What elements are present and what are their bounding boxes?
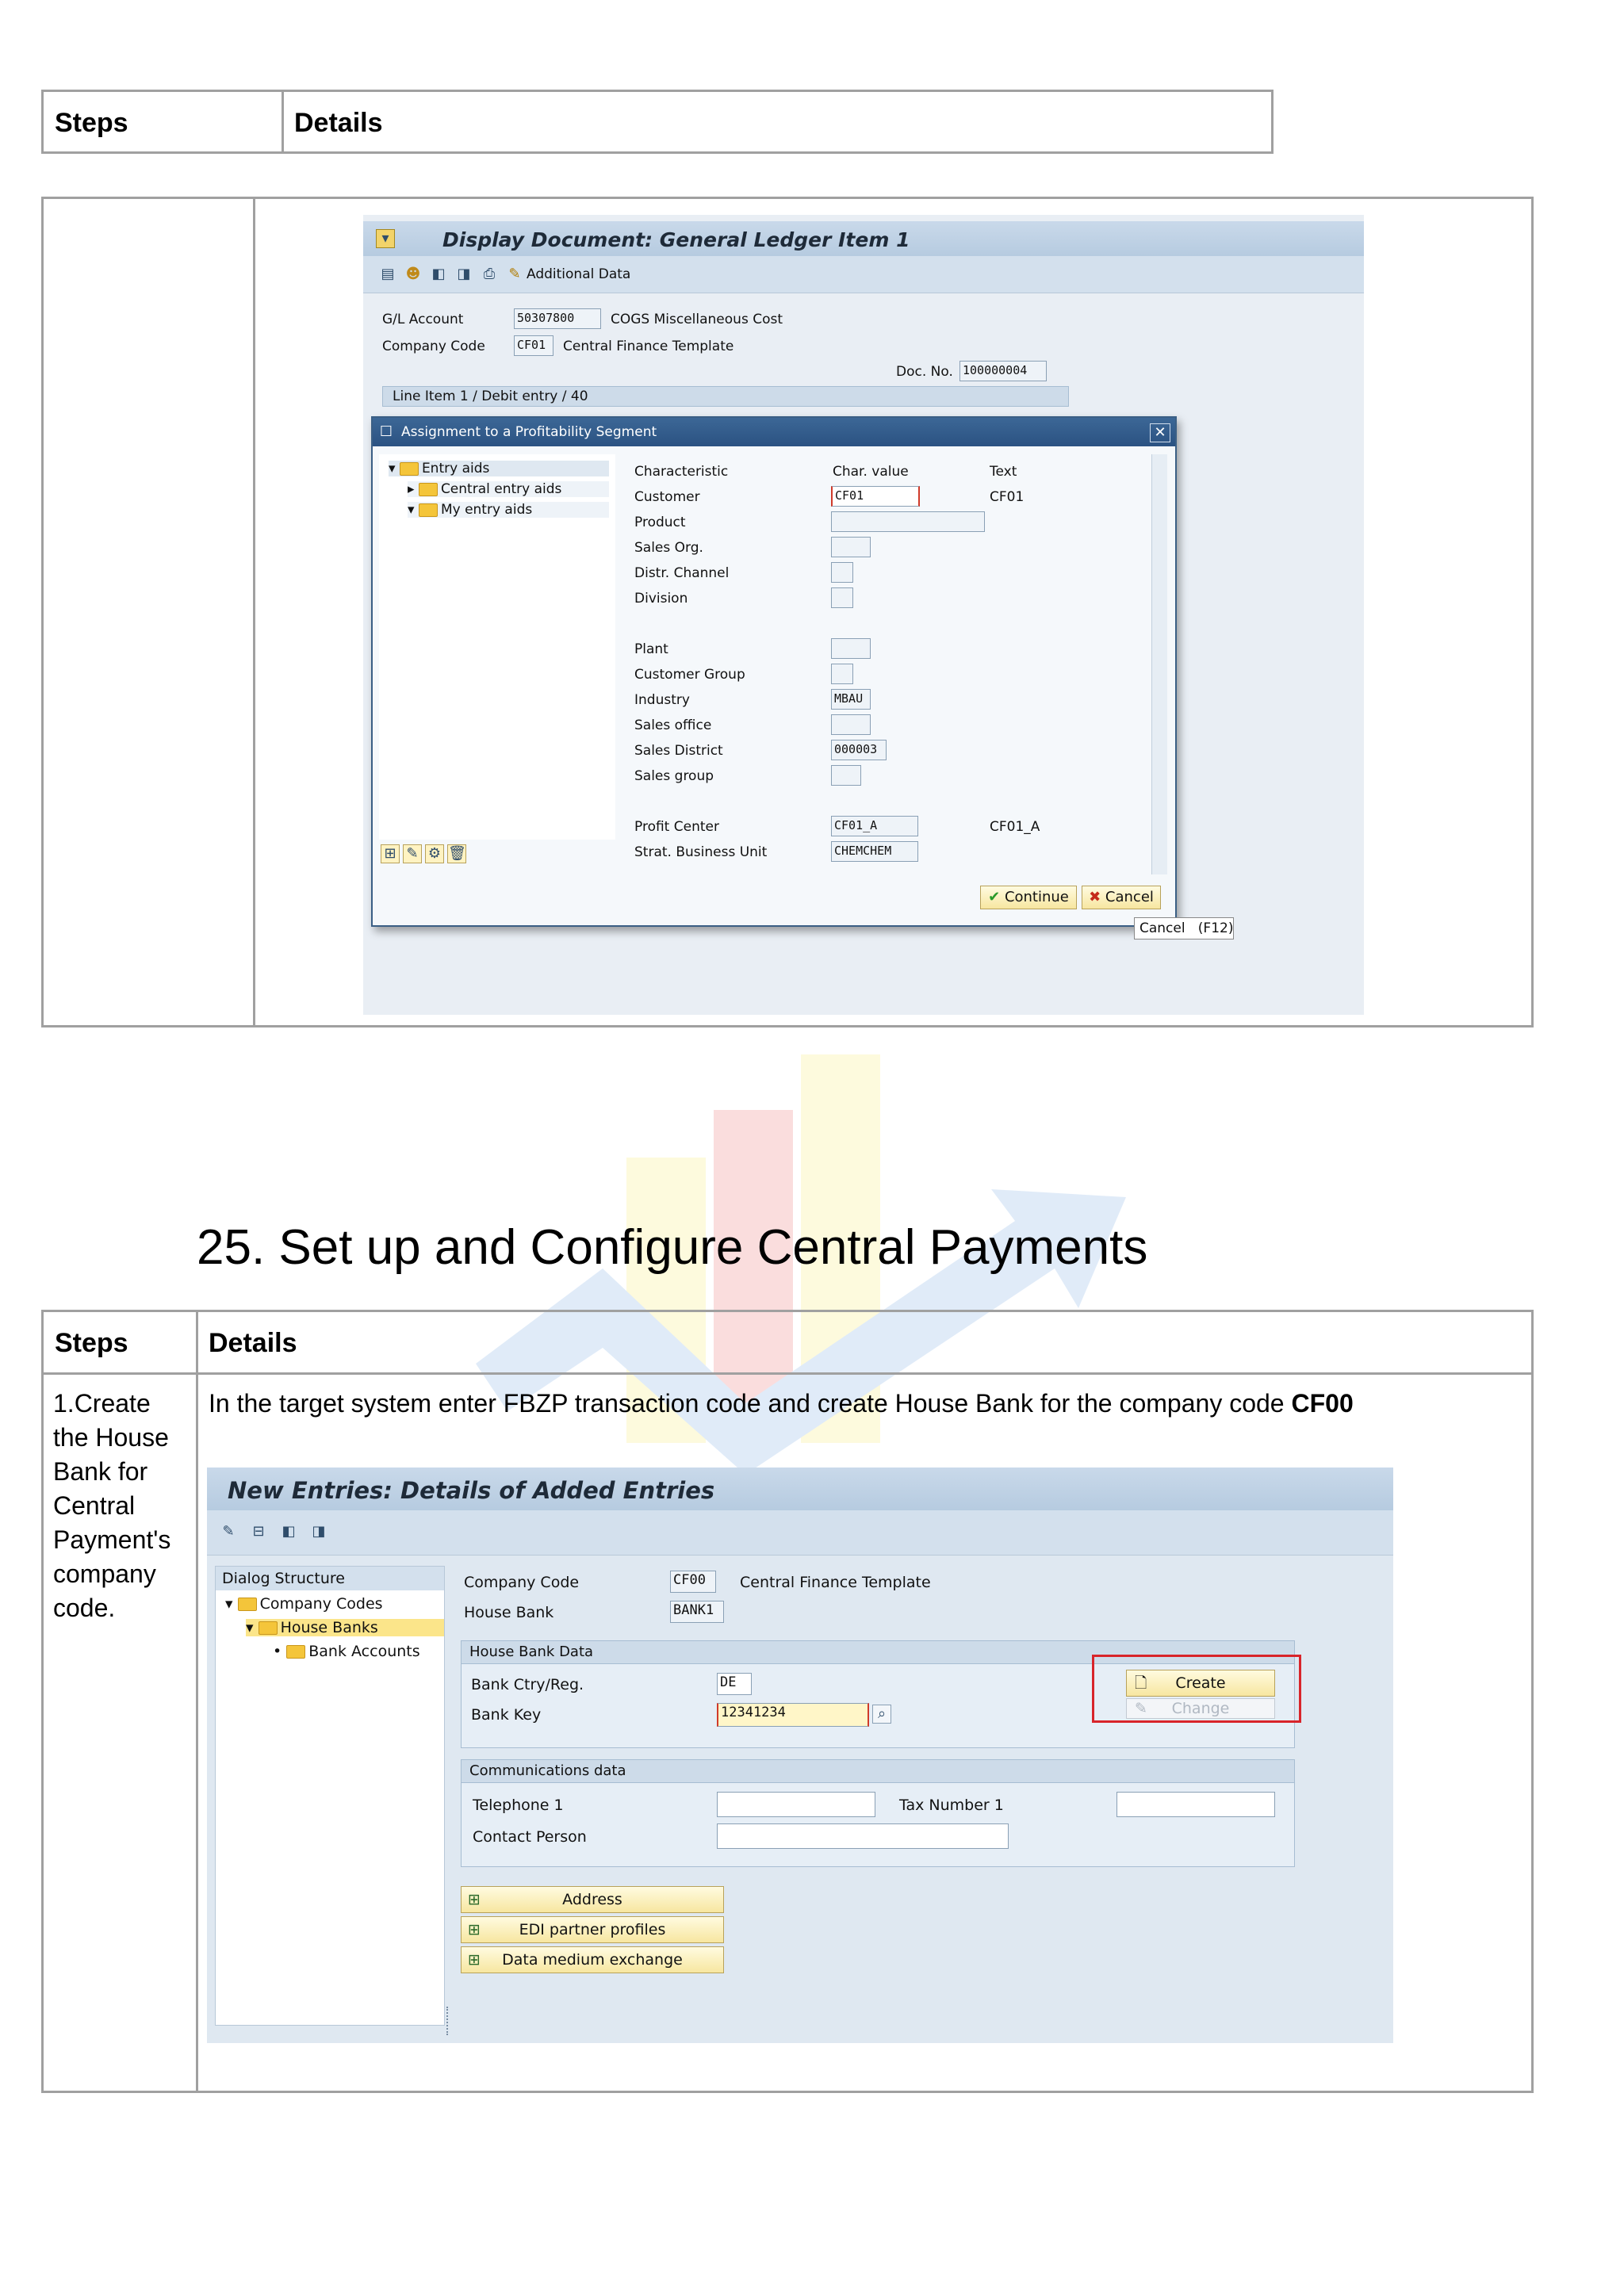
- toolbar: [207, 1510, 1393, 1556]
- company-code-label: Company Code: [464, 1574, 580, 1591]
- telephone-input[interactable]: [717, 1792, 875, 1817]
- house-bank-data-header: House Bank Data: [462, 1641, 1294, 1664]
- doc-no-field: 100000004: [959, 361, 1047, 381]
- company-code-field: CF00: [670, 1571, 716, 1593]
- gl-account-field: 50307800: [514, 308, 601, 329]
- steps-header: Steps: [55, 1328, 128, 1358]
- tree-item-central-entry-aids[interactable]: ▸ Central entry aids: [408, 481, 609, 497]
- step-text: 1.Create the House Bank for Central Payment's company code.: [53, 1389, 171, 1622]
- characteristic-value-field[interactable]: [831, 714, 871, 735]
- characteristic-label: Sales group: [634, 768, 714, 784]
- dialog-structure-header: Dialog Structure: [216, 1567, 444, 1590]
- entry-aids-tree: [379, 454, 615, 840]
- tree-item-entry-aids[interactable]: ▾ Entry aids: [389, 461, 609, 476]
- tree-item-my-entry-aids[interactable]: ▾ My entry aids: [408, 502, 609, 518]
- tax-number-input[interactable]: [1116, 1792, 1275, 1817]
- bank-key-label: Bank Key: [471, 1706, 542, 1724]
- forward-document-icon[interactable]: ◨: [457, 266, 471, 282]
- characteristic-label: Sales Org.: [634, 540, 703, 556]
- settings-icon[interactable]: ⚙: [425, 844, 444, 863]
- menu-icon[interactable]: ▾: [376, 229, 395, 248]
- gl-account-text: COGS Miscellaneous Cost: [611, 312, 783, 327]
- characteristic-value-field[interactable]: [831, 587, 853, 608]
- company-code-text: Central Finance Template: [563, 339, 734, 354]
- edit-icon[interactable]: ✎: [403, 844, 422, 863]
- address-button[interactable]: ⊞ Address: [461, 1886, 724, 1913]
- additional-data-icon[interactable]: ✎: [508, 266, 521, 282]
- edi-profiles-button[interactable]: ⊞ EDI partner profiles: [461, 1916, 724, 1943]
- table2: [41, 1310, 1534, 2093]
- table1-header: [41, 90, 1274, 154]
- section-title: 25. Set up and Configure Central Payments: [197, 1220, 1148, 1275]
- page-title: New Entries: Details of Added Entries: [228, 1477, 715, 1504]
- characteristic-text: CF01_A: [990, 819, 1040, 835]
- tree-item-house-banks[interactable]: ▾ House Banks: [246, 1619, 444, 1636]
- tree-item-company-codes[interactable]: ▾ Company Codes: [225, 1595, 383, 1613]
- data-medium-exchange-button[interactable]: ⊞ Data medium exchange: [461, 1946, 724, 1973]
- details-header: Details: [209, 1328, 297, 1358]
- characteristic-label: Division: [634, 591, 688, 607]
- communications-header: Communications data: [462, 1760, 1294, 1783]
- characteristic-value-field[interactable]: [831, 765, 861, 786]
- characteristic-value-field[interactable]: [831, 562, 853, 583]
- cancel-button[interactable]: ✖ Cancel: [1082, 886, 1161, 909]
- col-characteristic: Characteristic: [634, 464, 729, 480]
- dialog-title: Assignment to a Profitability Segment: [401, 424, 657, 440]
- splitter-handle[interactable]: [446, 2007, 450, 2035]
- dialog-structure-panel: [215, 1566, 445, 2026]
- display-change-icon[interactable]: ✎: [222, 1523, 235, 1540]
- bank-country-field[interactable]: DE: [717, 1673, 752, 1695]
- characteristic-value-field[interactable]: [831, 638, 871, 659]
- create-button[interactable]: 🗋 Create: [1126, 1670, 1275, 1697]
- dialog-icon: ☐: [379, 423, 393, 440]
- characteristic-label: Plant: [634, 641, 668, 657]
- expand-icon: ⊞: [468, 1951, 481, 1969]
- tax-number-label: Tax Number 1: [899, 1797, 1004, 1814]
- characteristic-label: Industry: [634, 692, 690, 708]
- detail-company-code: CF00: [1291, 1389, 1354, 1418]
- sap-screen-house-bank: [207, 1468, 1393, 2043]
- change-button: ✎ Change: [1126, 1698, 1275, 1719]
- characteristic-label: Sales office: [634, 718, 712, 733]
- characteristic-label: Distr. Channel: [634, 565, 730, 581]
- close-icon[interactable]: ✕: [1150, 423, 1170, 442]
- characteristic-label: Strat. Business Unit: [634, 844, 768, 860]
- cancel-tooltip: Cancel (F12): [1134, 917, 1234, 939]
- create-icon: 🗋: [1135, 1674, 1147, 1692]
- bank-key-input[interactable]: 12341234: [717, 1703, 869, 1727]
- characteristic-value-field[interactable]: [831, 664, 853, 684]
- expand-icon: ⊞: [468, 1891, 481, 1908]
- user-icon[interactable]: ☻: [405, 266, 421, 282]
- characteristic-label: Product: [634, 515, 686, 530]
- delete-icon[interactable]: 🗑: [448, 845, 466, 862]
- profitability-segment-dialog: [371, 416, 1177, 927]
- contact-person-input[interactable]: [717, 1823, 1009, 1849]
- doc-no-label: Doc. No.: [896, 364, 953, 380]
- dialog-title-bar: [373, 418, 1175, 446]
- col-text: Text: [990, 464, 1017, 480]
- continue-button[interactable]: ✔ Continue: [980, 886, 1077, 909]
- characteristic-value-field[interactable]: 000003: [831, 740, 887, 760]
- steps-header: Steps: [55, 108, 128, 138]
- table1-body: [41, 197, 1534, 1027]
- characteristics-panel: [617, 454, 1147, 874]
- previous-entry-icon[interactable]: ◧: [282, 1523, 296, 1540]
- next-entry-icon[interactable]: ◨: [312, 1523, 326, 1540]
- characteristic-value-field[interactable]: CF01_A: [831, 816, 918, 836]
- screen-title-bar: [363, 221, 1364, 256]
- house-bank-label: House Bank: [464, 1604, 554, 1621]
- telephone-label: Telephone 1: [473, 1797, 564, 1814]
- details-header: Details: [294, 108, 383, 138]
- create-highlight-box: [1092, 1655, 1301, 1723]
- cancel-icon: ✖: [1089, 889, 1101, 905]
- back-document-icon[interactable]: ◧: [431, 266, 446, 282]
- characteristic-value-field[interactable]: [831, 511, 985, 532]
- search-help-icon[interactable]: ⌕: [872, 1705, 891, 1724]
- scrollbar[interactable]: [1151, 454, 1167, 874]
- characteristic-text: CF01: [990, 489, 1025, 505]
- other-document-icon[interactable]: ▤: [381, 266, 395, 282]
- characteristic-label: Customer: [634, 489, 700, 505]
- characteristic-value-field[interactable]: [831, 537, 871, 557]
- col-char-value: Char. value: [833, 464, 909, 480]
- screen-title-bar: [207, 1468, 1393, 1510]
- print-icon[interactable]: ⎙: [483, 266, 496, 282]
- characteristic-value-field[interactable]: CF01: [831, 486, 920, 507]
- tree-toolbar: [379, 840, 615, 870]
- company-code-text: Central Finance Template: [740, 1574, 931, 1591]
- characteristic-label: Customer Group: [634, 667, 745, 683]
- communications-section: [461, 1759, 1295, 1867]
- bank-country-label: Bank Ctry/Reg.: [471, 1676, 584, 1693]
- detail-text: In the target system enter FBZP transaction code and create House Bank for the company code CF00: [209, 1389, 1354, 1418]
- delete-entry-icon[interactable]: ⊟: [252, 1523, 265, 1540]
- expand-icon: ⊞: [468, 1921, 481, 1938]
- check-icon: ✔: [988, 889, 1001, 905]
- characteristic-label: Profit Center: [634, 819, 719, 835]
- tree-item-bank-accounts[interactable]: • Bank Accounts: [273, 1643, 420, 1660]
- characteristic-label: Sales District: [634, 743, 723, 759]
- contact-person-label: Contact Person: [473, 1828, 587, 1846]
- line-item-bar: [382, 386, 1069, 407]
- additional-data-button[interactable]: Additional Data: [527, 266, 631, 282]
- line-item-text: Line Item 1 / Debit entry / 40: [393, 388, 588, 404]
- gl-account-label: G/L Account: [382, 312, 464, 327]
- sap-screen-display-document: [363, 215, 1364, 1015]
- toolbar: [363, 256, 1364, 293]
- house-bank-field: BANK1: [670, 1601, 724, 1623]
- characteristic-value-field[interactable]: MBAU: [831, 689, 871, 710]
- expand-icon[interactable]: ⊞: [381, 844, 400, 863]
- pencil-icon: ✎: [1135, 1700, 1147, 1717]
- company-code-field: CF01: [514, 335, 553, 356]
- page-title: Display Document: General Ledger Item 1: [442, 228, 910, 251]
- company-code-label: Company Code: [382, 339, 485, 354]
- characteristic-value-field[interactable]: CHEMCHEM: [831, 841, 918, 862]
